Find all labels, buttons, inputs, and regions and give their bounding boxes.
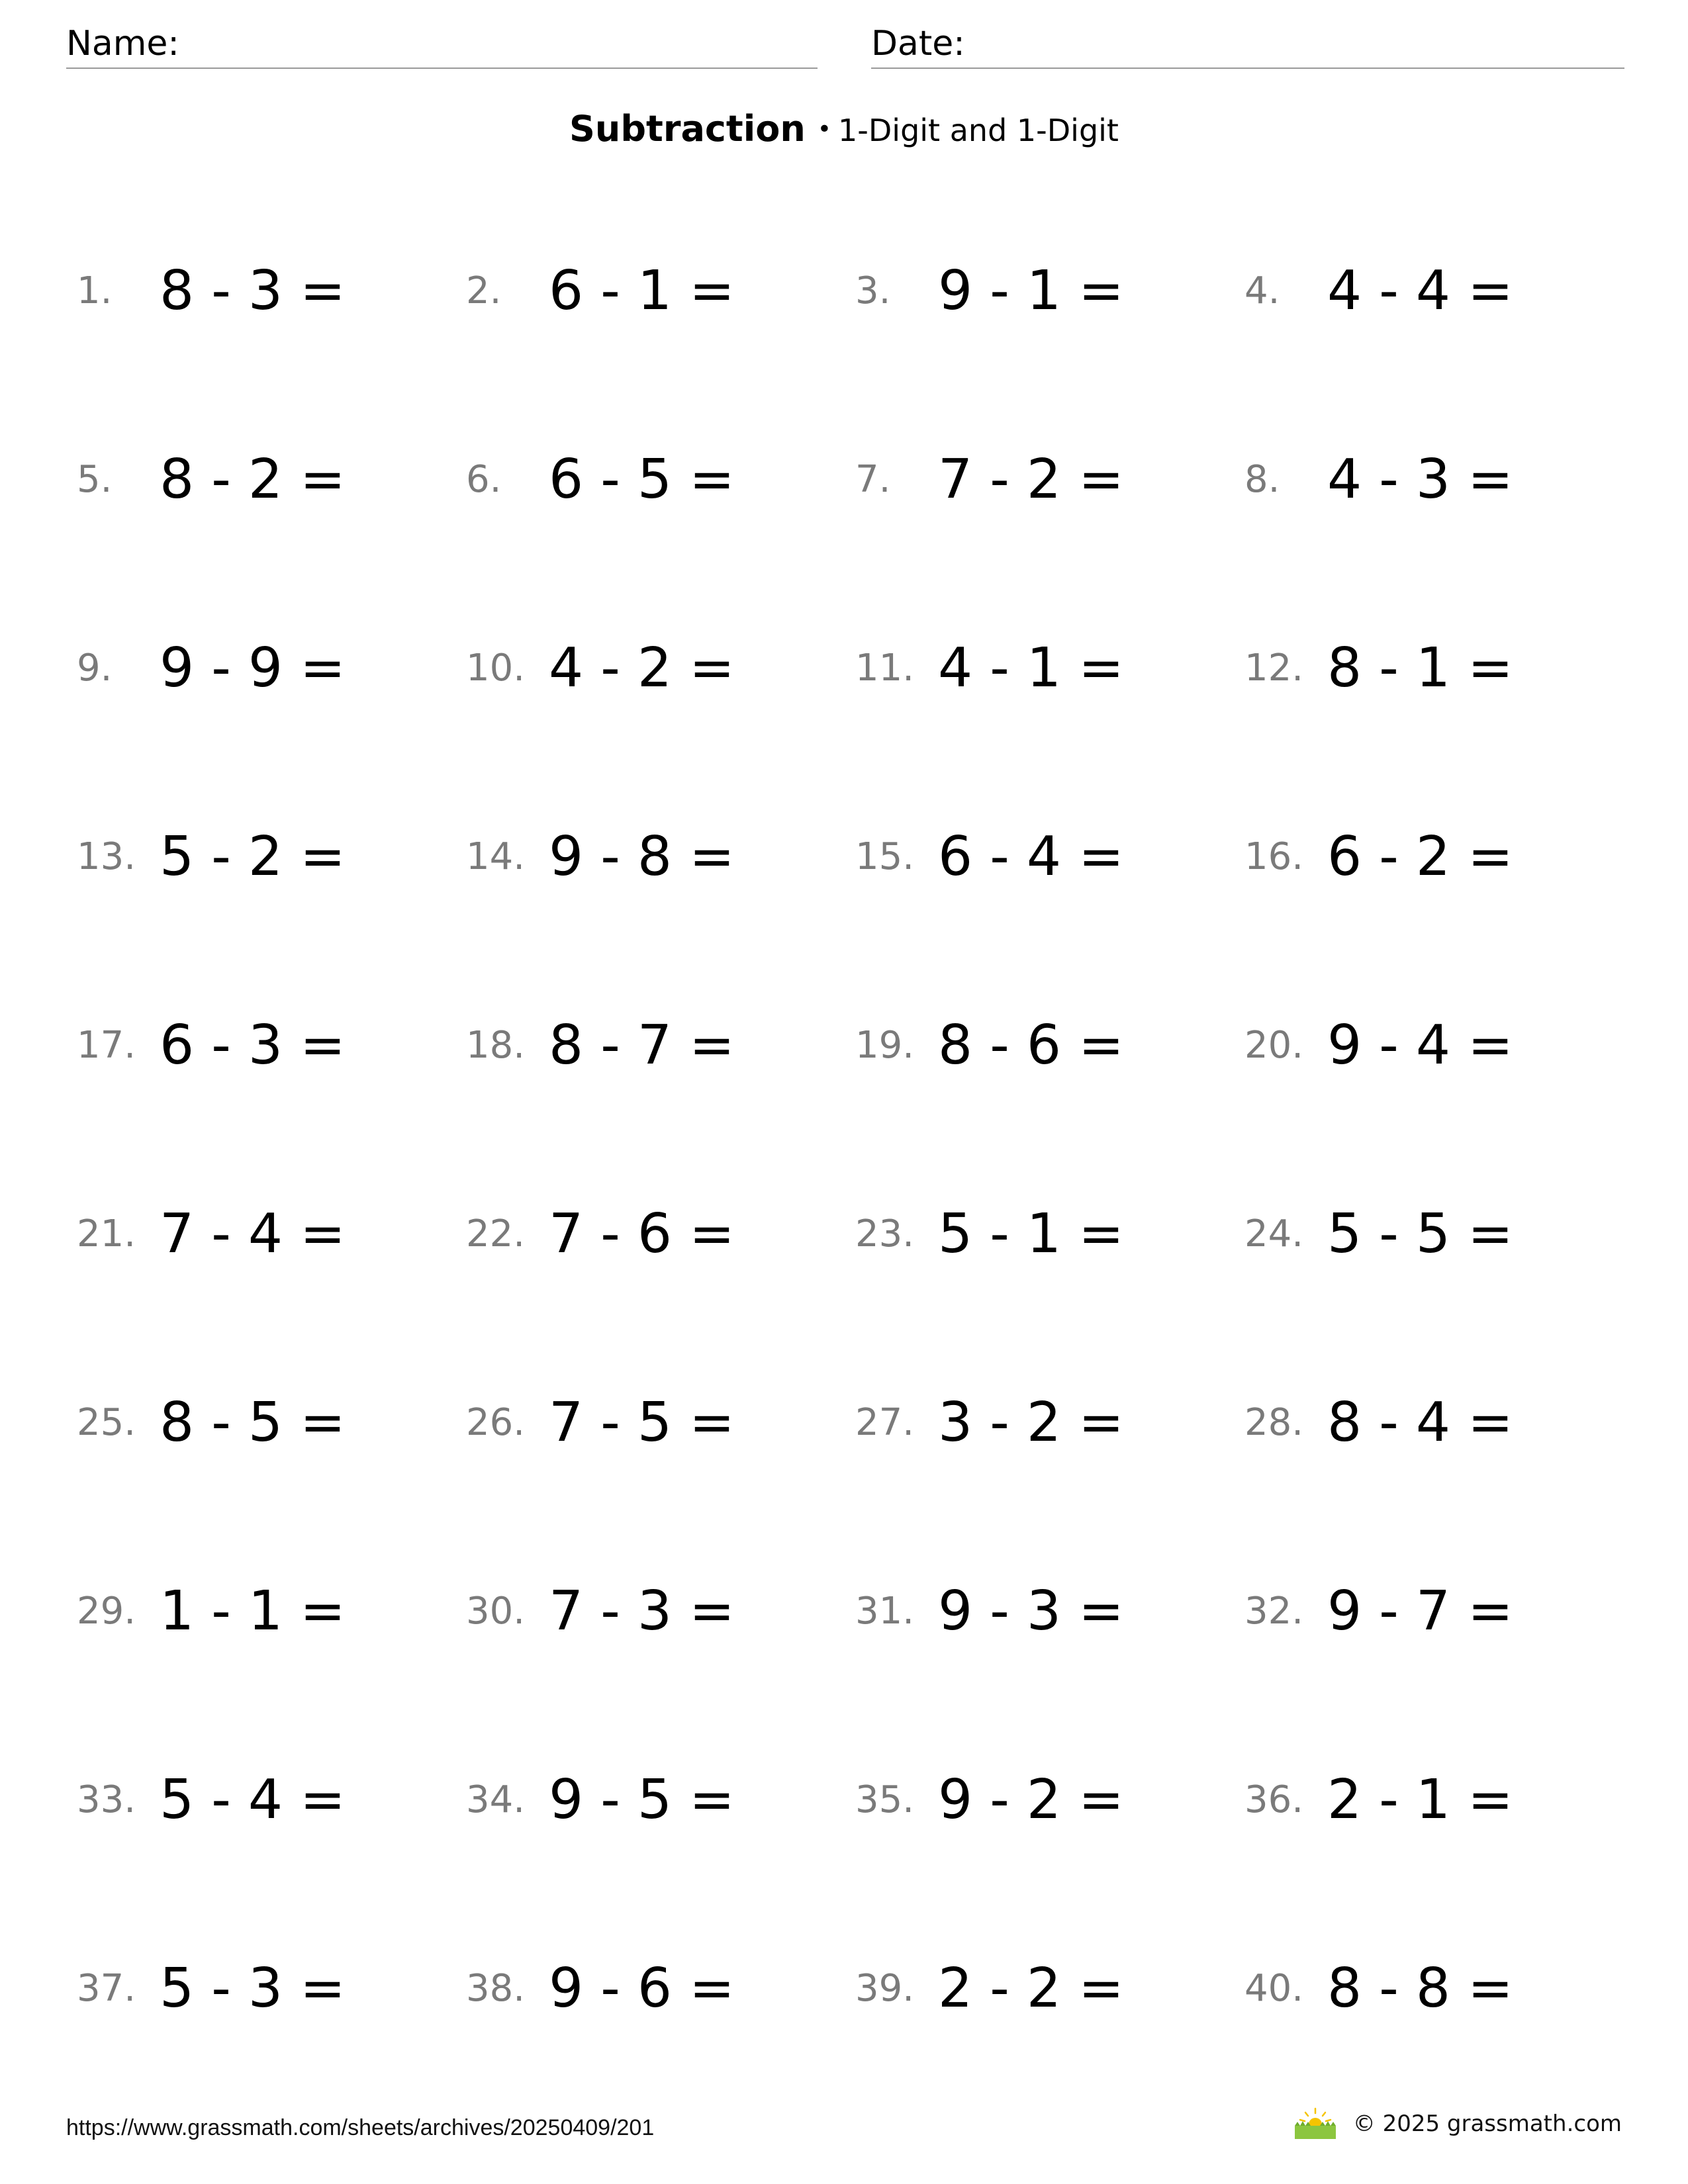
name-field[interactable] [66,20,818,69]
problem-number: 10. [466,647,526,690]
problem-expression: 7 - 6 = [549,1203,735,1265]
problem-number: 37. [77,1967,136,2010]
problem-number: 24. [1244,1212,1304,1255]
date-field[interactable] [871,20,1624,69]
problem-item [466,1575,855,1648]
problem-expression: 6 - 4 = [938,825,1124,888]
footer-url: https://www.grassmath.com/sheets/archives/20250409/201 [66,2115,655,2140]
problem-expression: 2 - 1 = [1327,1768,1513,1831]
title-main: Subtraction [569,108,806,150]
problem-item [1244,1764,1626,1837]
problem-expression: 9 - 7 = [1327,1580,1513,1643]
problem-number: 31. [855,1590,915,1633]
problem-item [1244,821,1626,893]
name-label: Name: [66,24,179,64]
problem-expression: 4 - 4 = [1327,259,1513,322]
problem-expression: 5 - 2 = [160,825,346,888]
problem-expression: 1 - 1 = [160,1580,346,1643]
problem-expression: 8 - 3 = [160,259,346,322]
problem-expression: 8 - 2 = [160,448,346,511]
problem-item [77,1198,466,1271]
problem-number: 34. [466,1778,526,1821]
problem-item [1244,632,1626,705]
problem-number: 21. [77,1212,136,1255]
problem-number: 36. [1244,1778,1304,1821]
problem-number: 7. [855,458,891,501]
problem-item [855,1009,1244,1082]
problem-expression: 8 - 1 = [1327,637,1513,700]
problem-number: 25. [77,1401,136,1444]
problem-item [1244,443,1626,516]
problem-number: 20. [1244,1024,1304,1067]
problem-item [855,1198,1244,1271]
grass-sun-logo-icon [1292,2107,1338,2140]
problem-number: 18. [466,1024,526,1067]
problem-item [855,1575,1244,1648]
problem-number: 23. [855,1212,915,1255]
problem-number: 12. [1244,647,1304,690]
problem-number: 1. [77,269,113,312]
problem-number: 26. [466,1401,526,1444]
problem-number: 17. [77,1024,136,1067]
problem-number: 32. [1244,1590,1304,1633]
problem-item [77,632,466,705]
problem-item [1244,1575,1626,1648]
problem-expression: 4 - 3 = [1327,448,1513,511]
problem-number: 11. [855,647,915,690]
problem-number: 15. [855,835,915,878]
worksheet-title [0,106,1688,154]
problem-item [466,1009,855,1082]
problem-number: 2. [466,269,502,312]
problem-expression: 5 - 5 = [1327,1203,1513,1265]
problem-item [77,443,466,516]
problem-item [1244,1198,1626,1271]
problem-number: 8. [1244,458,1280,501]
problem-expression: 9 - 3 = [938,1580,1124,1643]
problem-expression: 8 - 4 = [1327,1391,1513,1454]
footer-copyright: © 2025 grassmath.com [1352,2111,1622,2137]
problem-number: 30. [466,1590,526,1633]
problem-expression: 5 - 4 = [160,1768,346,1831]
problem-number: 13. [77,835,136,878]
problem-number: 4. [1244,269,1280,312]
problem-item [466,632,855,705]
problem-number: 28. [1244,1401,1304,1444]
problem-item [466,1764,855,1837]
problem-number: 33. [77,1778,136,1821]
problem-expression: 7 - 3 = [549,1580,735,1643]
problem-item [1244,1952,1626,2025]
problem-number: 35. [855,1778,915,1821]
problem-expression: 4 - 2 = [549,637,735,700]
problem-number: 6. [466,458,502,501]
title-subtitle: 1-Digit and 1-Digit [838,113,1119,148]
problem-item [466,1198,855,1271]
problem-item [855,821,1244,893]
problem-expression: 8 - 7 = [549,1014,735,1077]
problem-number: 40. [1244,1967,1304,2010]
problem-expression: 9 - 1 = [938,259,1124,322]
problem-item [77,1009,466,1082]
problem-item [466,255,855,328]
problem-grid [77,255,1626,2141]
problem-item [855,443,1244,516]
problem-number: 22. [466,1212,526,1255]
problem-number: 29. [77,1590,136,1633]
problem-item [855,632,1244,705]
problem-item [1244,1009,1626,1082]
problem-expression: 6 - 1 = [549,259,735,322]
problem-expression: 8 - 5 = [160,1391,346,1454]
problem-item [466,443,855,516]
problem-number: 3. [855,269,891,312]
problem-item [855,1952,1244,2025]
problem-expression: 6 - 3 = [160,1014,346,1077]
date-label: Date: [871,24,965,64]
problem-item [855,1387,1244,1459]
problem-expression: 9 - 8 = [549,825,735,888]
problem-number: 27. [855,1401,915,1444]
problem-item [466,1952,855,2025]
problem-number: 19. [855,1024,915,1067]
problem-number: 14. [466,835,526,878]
problem-expression: 8 - 8 = [1327,1957,1513,2020]
problem-item [77,1952,466,2025]
problem-item [1244,1387,1626,1459]
problem-number: 9. [77,647,113,690]
problem-expression: 6 - 5 = [549,448,735,511]
problem-expression: 9 - 2 = [938,1768,1124,1831]
problem-expression: 9 - 9 = [160,637,346,700]
footer-brand [1292,2107,1622,2140]
problem-expression: 5 - 3 = [160,1957,346,2020]
problem-number: 5. [77,458,113,501]
problem-expression: 3 - 2 = [938,1391,1124,1454]
problem-expression: 9 - 5 = [549,1768,735,1831]
problem-item [855,255,1244,328]
problem-expression: 4 - 1 = [938,637,1124,700]
problem-expression: 9 - 4 = [1327,1014,1513,1077]
problem-expression: 7 - 2 = [938,448,1124,511]
problem-number: 16. [1244,835,1304,878]
problem-item [466,1387,855,1459]
problem-item [77,1764,466,1837]
problem-item [855,1764,1244,1837]
problem-item [77,1387,466,1459]
problem-expression: 5 - 1 = [938,1203,1124,1265]
problem-item [1244,255,1626,328]
title-separator: • [817,116,832,143]
problem-expression: 6 - 2 = [1327,825,1513,888]
problem-expression: 9 - 6 = [549,1957,735,2020]
problem-expression: 7 - 5 = [549,1391,735,1454]
problem-item [466,821,855,893]
problem-item [77,255,466,328]
problem-number: 38. [466,1967,526,2010]
problem-expression: 2 - 2 = [938,1957,1124,2020]
problem-number: 39. [855,1967,915,2010]
problem-item [77,1575,466,1648]
problem-item [77,821,466,893]
problem-expression: 8 - 6 = [938,1014,1124,1077]
problem-expression: 7 - 4 = [160,1203,346,1265]
